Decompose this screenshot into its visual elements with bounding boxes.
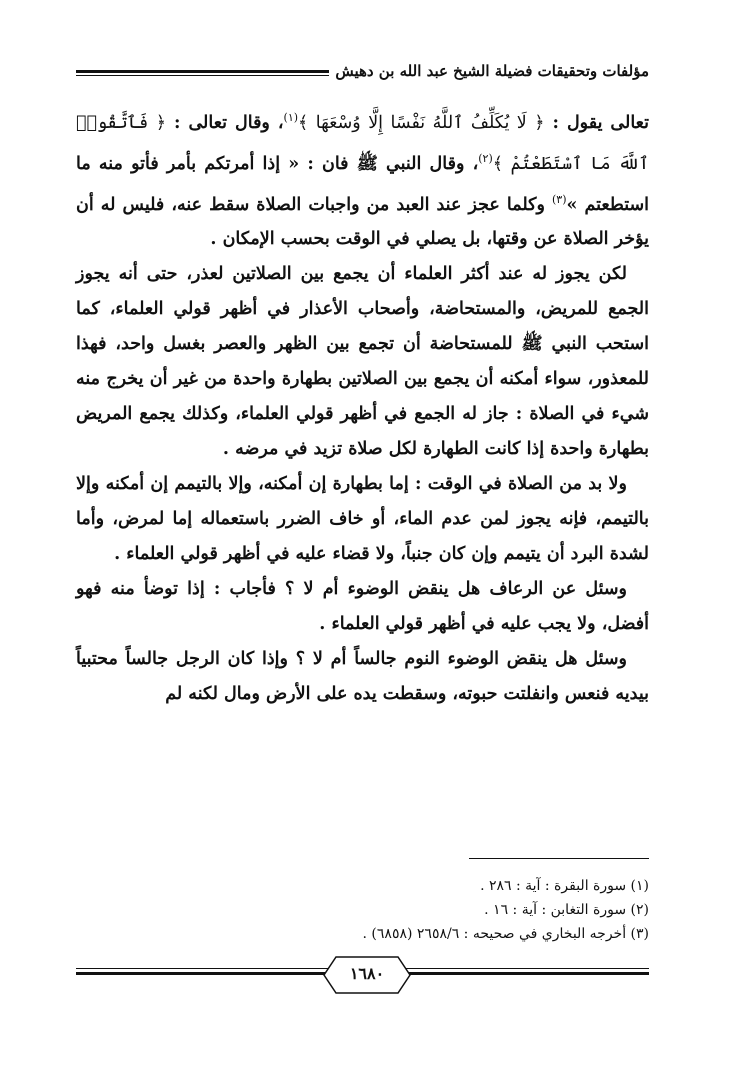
quran-verse: ﴿ فَٱتَّقُوا۟ ٱللَّهَ مَا ٱسْتَطَعْتُمْ ﴾ [76, 112, 649, 174]
page-number-box [322, 955, 412, 995]
page-number: ١٦٨٠ [349, 964, 385, 983]
main-text [76, 100, 649, 712]
paragraph-1 [76, 100, 649, 257]
text-segment: تعالى يقول : [544, 112, 649, 133]
header-title: مؤلفات وتحقيقات فضيلة الشيخ عبد الله بن دهيش [329, 60, 649, 82]
running-header [76, 60, 649, 90]
footnote-2: (٢) سورة التغابن : آية : ١٦ . [484, 902, 649, 918]
paragraph-2 [76, 257, 649, 467]
paragraph-4 [76, 572, 649, 642]
quran-verse: ﴿ لَا يُكَلِّفُ ٱللَّهُ نَفْسًا إِلَّا وُسْعَهَا ﴾ [298, 112, 545, 133]
text-segment: وسئل هل ينقض الوضوء النوم جالساً أم لا ؟ وإذا كان الرجل جالساً محتبياً بيديه فنعس وانفلتت حبوته، وسقطت يده على الأرض ومال لكنه لم [76, 649, 649, 705]
footnote-ref: (١) [283, 111, 299, 124]
text-segment: ، وقال النبي ﷺ فان : « إذا أمرتكم بأمر فأتو منه ما استطعتم » [76, 153, 650, 215]
text-segment: وسئل عن الرعاف هل ينقض الوضوء أم لا ؟ فأجاب : إذا توضأ منه فهو أفضل، ولا يجب عليه في أظهر قولي العلماء . [76, 579, 649, 635]
text-segment: ولا بد من الصلاة في الوقت : إما بطهارة إن أمكنه، وإلا بالتيمم إن أمكنه وإلا بالتيمم، فإنه يجوز لمن عدم الماء، أو خاف الضرر باستعماله إما لمرض، وأما لشدة البرد أن يتيمم وإن كان جنباً، ولا قضاء عليه في أظهر قولي العلماء . [76, 474, 649, 565]
footnote-3: (٣) أخرجه البخاري في صحيحه : ٢٦٥٨/٦ (٦٨٥٨) . [362, 926, 649, 942]
footnote-separator [469, 858, 649, 859]
text-segment: ، وقال تعالى : [166, 112, 284, 133]
footnotes [229, 874, 649, 946]
footnote-ref: (٣) [551, 192, 567, 206]
footnote-1: (١) سورة البقرة : آية : ٢٨٦ . [480, 878, 649, 894]
text-segment: لكن يجوز له عند أكثر العلماء أن يجمع بين الصلاتين لعذر، حتى أنه يجوز الجمع للمريض، والمستحاضة، وأصحاب الأعذار في أظهر قولي العلماء، كما استحب النبي ﷺ للمستحاضة أن تجمع بين الظهر والعصر بغسل واحد، فهذا للمعذور، سواء أمكنه أن يجمع بين الصلاتين بطهارة واحدة من غير أن يخرج منه شيء في الصلاة : جاز له الجمع في أظهر قولي العلماء، وكذلك يجمع المريض بطهارة واحدة إذا كانت الطهارة لكل صلاة تزيد في مرضه . [76, 264, 649, 460]
paragraph-5 [76, 642, 649, 712]
text-segment: وكلما عجز عند العبد من واجبات الصلاة سقط عنه، فليس له أن يؤخر الصلاة عن وقتها، بل يصلي في الوقت بحسب الإمكان . [76, 194, 649, 250]
footnote-ref: (٢) [478, 151, 493, 165]
paragraph-3 [76, 467, 649, 572]
